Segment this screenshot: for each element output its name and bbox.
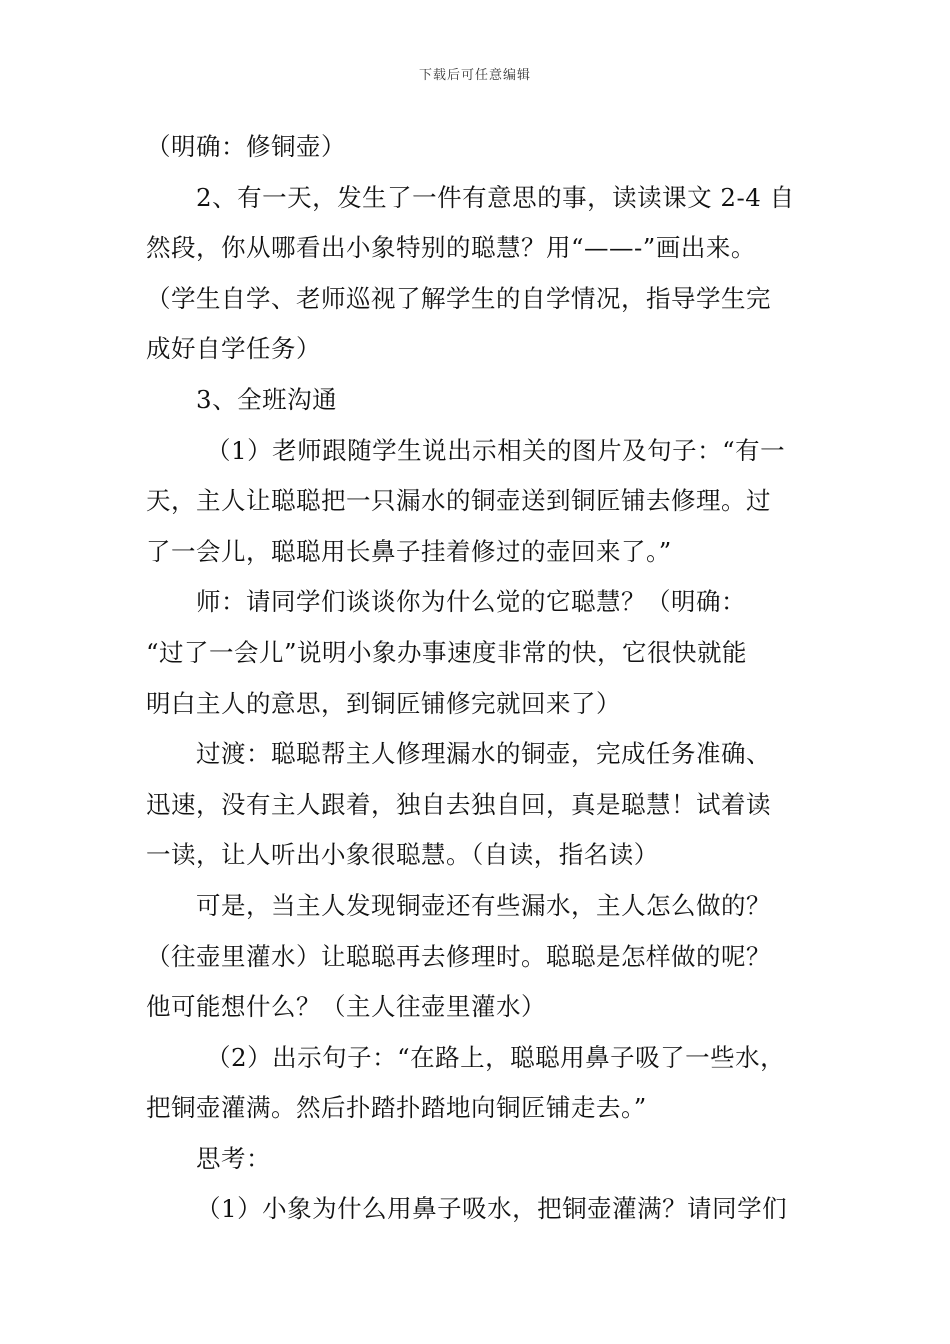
text-line: 2、有一天，发生了一件有意思的事，读读课文 2-4 自 — [196, 182, 795, 212]
page-header: 下载后可任意编辑 — [418, 68, 531, 83]
text-line: （2）出示句子：“在路上，聪聪用鼻子吸了一些水， — [206, 1042, 786, 1072]
text-line: （1）老师跟随学生说出示相关的图片及句子：“有一 — [206, 435, 786, 465]
text-line: 天，主人让聪聪把一只漏水的铜壶送到铜匠铺去修理。过 — [146, 486, 771, 516]
text-line: 然段，你从哪看出小象特别的聪慧？用“——-”画出来。 — [146, 233, 756, 263]
text-line: 他可能想什么？（主人往壶里灌水） — [146, 992, 546, 1022]
text-line: 了一会儿，聪聪用长鼻子挂着修过的壶回来了。” — [146, 536, 672, 566]
text-line: 3、全班沟通 — [196, 384, 338, 414]
text-line: 成好自学任务） — [146, 334, 321, 364]
text-line: 可是，当主人发现铜壶还有些漏水，主人怎么做的？ — [196, 890, 771, 920]
text-line: 把铜壶灌满。然后扑踏扑踏地向铜匠铺走去。” — [146, 1093, 647, 1123]
text-line: “过了一会儿”说明小象办事速度非常的快，它很快就能 — [146, 637, 748, 667]
text-line: 师：请同学们谈谈你为什么觉的它聪慧？（明确： — [196, 587, 746, 617]
text-line: 过渡：聪聪帮主人修理漏水的铜壶，完成任务准确、 — [196, 739, 771, 769]
text-line: 迅速，没有主人跟着，独自去独自回，真是聪慧！试着读 — [146, 789, 771, 819]
text-line: 明白主人的意思，到铜匠铺修完就回来了） — [146, 688, 621, 718]
text-line: （学生自学、老师巡视了解学生的自学情况，指导学生完 — [146, 283, 771, 313]
text-line: （1）小象为什么用鼻子吸水，把铜壶灌满？请同学们 — [196, 1194, 788, 1224]
text-line: 思考： — [196, 1143, 271, 1173]
text-line: 一读，让人听出小象很聪慧。（自读，指名读） — [146, 840, 659, 870]
document-body — [146, 126, 810, 1239]
text-line: （往壶里灌水）让聪聪再去修理时。聪聪是怎样做的呢？ — [146, 941, 771, 971]
text-line: （明确：修铜壶） — [146, 132, 346, 161]
